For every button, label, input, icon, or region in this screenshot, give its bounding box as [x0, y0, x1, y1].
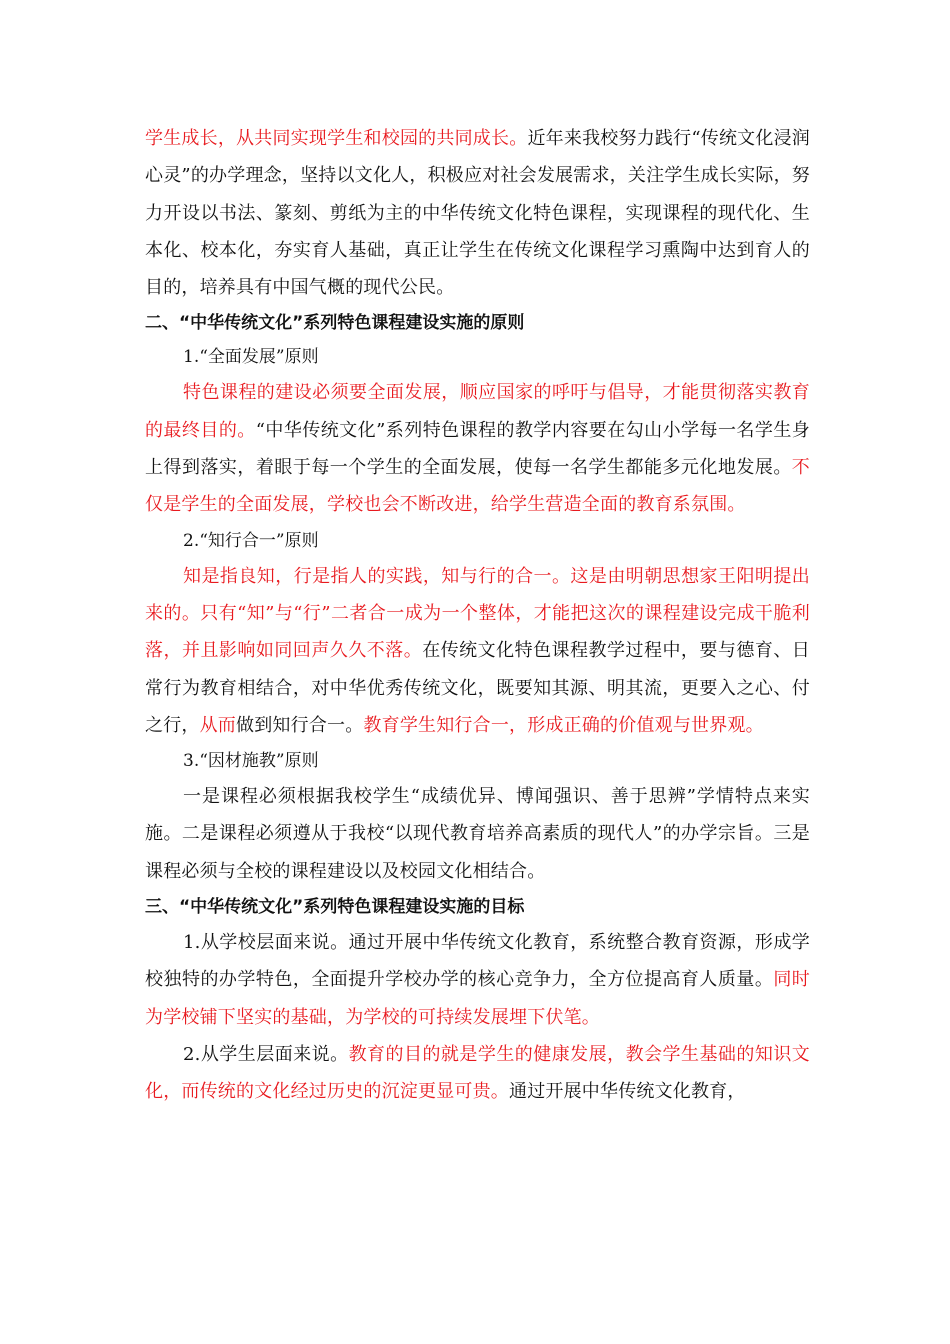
- paragraph-school-level: [145, 924, 810, 1036]
- highlight-text: 知是指良知，行是指人的实践，知与行的合一。这是由明朝思想家王阳明提出来的。只有“知”与“行”二者合一成为一个整体，才能把这次的课程建设完成干脆利落，并且影响如同回声久久不落。: [145, 565, 810, 662]
- highlight-text: 学生成长，从共同实现学生和校园的共同成长。: [145, 128, 528, 149]
- paragraph-comprehensive-development: [145, 374, 810, 523]
- section-heading-goals: 三、“中华传统文化”系列特色课程建设实施的目标: [145, 897, 525, 918]
- highlight-text: 同时为学校铺下坚实的基础，为学校的可持续发展埋下伏笔。: [145, 969, 811, 1028]
- body-text: 1.从学校层面来说。通过开展中华传统文化教育，系统整合教育资源，形成学校独特的办学特色，全面提升学校办学的核心竞争力，全方位提高育人质量。: [145, 932, 810, 991]
- highlight-text: 从而: [199, 714, 237, 736]
- highlight-text: 教育学生知行合一，形成正确的价值观与世界观。: [363, 714, 764, 736]
- section-heading-principles: 二、“中华传统文化”系列特色课程建设实施的原则: [145, 313, 525, 334]
- subheading-individualized-teaching: 3.“因材施教”原则: [183, 751, 319, 772]
- document-page: [145, 120, 810, 1111]
- paragraph-student-level: [145, 1036, 810, 1111]
- body-text: 通过开展中华传统文化教育，: [509, 1081, 746, 1103]
- highlight-text: 特色课程的建设必须要全面发展，顺应国家的呼吁与倡导，才能贯彻落实教育的最终目的。: [145, 382, 810, 441]
- body-text: 做到知行合一。: [236, 714, 364, 736]
- highlight-text: 不仅是学生的全面发展，学校也会不断改进，给学生营造全面的教育系氛围。: [145, 457, 810, 516]
- body-text: 在传统文化特色课程教学过程中，要与德育、日常行为教育相结合，对中华优秀传统文化，既要知其源、明其流，更要入之心、付之行，: [145, 640, 810, 736]
- body-text: 2.从学生层面来说。: [183, 1043, 349, 1065]
- subheading-comprehensive-development: 1.“全面发展”原则: [183, 347, 319, 368]
- body-text: “中华传统文化”系列特色课程的教学内容要在勾山小学每一名学生身上得到落实，着眼于每一个学生的全面发展，使每一名学生都能多元化地发展。: [145, 419, 810, 479]
- paragraph-individualized-teaching: 一是课程必须根据我校学生“成绩优异、博闻强识、善于思辨”学情特点来实施。二是课程必须遵从于我校“以现代教育培养高素质的现代人”的办学宗旨。三是课程必须与全校的课程建设以及校园文化相结合。: [145, 786, 810, 882]
- body-text: 近年来我校努力践行“传统文化浸润心灵”的办学理念，坚持以文化人，积极应对社会发展需求，关注学生成长实际，努力开设以书法、篆刻、剪纸为主的中华传统文化特色课程，实现课程的现代化、生本化、校本化，夯实育人基础，真正让学生在传统文化课程学习熏陶中达到育人的目的，培养具有中国气概的现代公民。: [145, 128, 811, 299]
- subheading-knowledge-action: 2.“知行合一”原则: [183, 530, 319, 551]
- paragraph-knowledge-action: [145, 558, 810, 744]
- paragraph-intro: [145, 120, 810, 306]
- highlight-text: 教育的目的就是学生的健康发展，教会学生基础的知识文化，而传统的文化经过历史的沉淀更显可贵。: [145, 1043, 810, 1103]
